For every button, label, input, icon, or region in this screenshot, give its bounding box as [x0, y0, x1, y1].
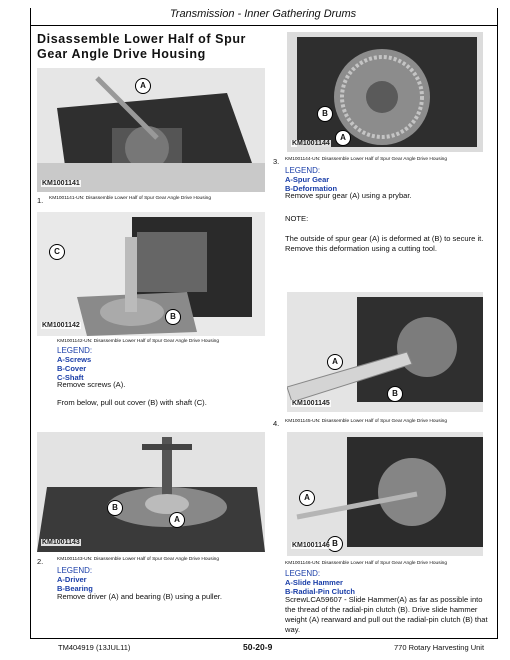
step-number: 3.	[273, 157, 280, 166]
note-label: NOTE:	[285, 214, 309, 223]
step-number: 2.	[37, 557, 44, 566]
figure-label: KM1001141-UN: Disassemble Lower Half of Spur Gear Angle Drive Housing	[49, 196, 212, 201]
step-number: 4.	[273, 419, 280, 428]
figure-id: KM1001146	[292, 542, 330, 549]
callout-b: B	[165, 309, 181, 325]
figure-id: KM1001143	[42, 539, 80, 546]
callout-a: A	[327, 354, 343, 370]
legend-item: C-Shaft	[57, 373, 84, 382]
callout-a: A	[299, 490, 315, 506]
callout-b: B	[107, 500, 123, 516]
legend-4	[285, 569, 355, 596]
figure-id: KM1001145	[292, 400, 330, 407]
legend-item: B-Bearing	[57, 584, 93, 593]
step-text: Remove spur gear (A) using a prybar.	[285, 191, 412, 200]
callout-a: A	[335, 130, 351, 146]
note-text: The outside of spur gear (A) is deformed at (B) to secure it. Remove this deformation using a cutting tool.	[285, 234, 484, 253]
figure-id: KM1001144	[292, 140, 330, 147]
step-text: ScrewLCA59607 - Slide Hammer(A) as far as possible into the thread of the radial-pin clutch (B). Drive slide hammer weight (A) rearward and pull out the radial-pin clutch (B) that way.	[285, 595, 488, 634]
figure-label: KM1001142-UN: Disassemble Lower Half of Spur Gear Angle Drive Housing	[57, 339, 220, 344]
gearbox-illustration	[37, 68, 265, 192]
footer-doc-id: TM404919 (13JUL11)	[58, 643, 131, 652]
callout-a: A	[135, 78, 151, 94]
photo-km1001143	[37, 432, 265, 552]
figure-label: KM1001145-UN: Disassemble Lower Half of Spur Gear Angle Drive Housing	[285, 419, 448, 424]
puller-illustration	[37, 432, 265, 552]
section-header: Transmission - Inner Gathering Drums	[169, 8, 357, 20]
legend-1	[57, 346, 92, 382]
legend-item: B-Deformation	[285, 184, 338, 193]
callout-a: A	[169, 512, 185, 528]
legend-item: A-Slide Hammer	[285, 578, 343, 587]
legend-title: LEGEND:	[57, 566, 93, 575]
legend-title: LEGEND:	[285, 569, 321, 578]
legend-item: B-Cover	[57, 364, 87, 373]
figure-id: KM1001142	[42, 322, 80, 329]
legend-item: B-Radial-Pin Clutch	[285, 587, 356, 596]
step-4	[273, 419, 493, 429]
callout-b: B	[317, 106, 333, 122]
legend-item: A-Spur Gear	[285, 175, 330, 184]
step-text: Remove screws (A).	[57, 380, 126, 389]
photo-km1001141	[37, 68, 265, 192]
callout-c: C	[49, 244, 65, 260]
photo-km1001145	[287, 292, 483, 412]
callout-b: B	[327, 536, 343, 552]
figure-label: KM1001143-UN: Disassemble Lower Half of Spur Gear Angle Drive Housing	[57, 557, 220, 562]
photo-km1001146	[287, 432, 483, 556]
legend-item: A-Driver	[57, 575, 87, 584]
cover-shaft-illustration	[37, 212, 265, 336]
slide-hammer-illustration	[287, 432, 483, 556]
figure-label: KM1001144-UN: Disassemble Lower Half of Spur Gear Angle Drive Housing	[285, 157, 448, 162]
photo-km1001144	[287, 32, 483, 152]
photo-km1001142	[37, 212, 265, 336]
figure-label: KM1001146-UN: Disassemble Lower Half of Spur Gear Angle Drive Housing	[285, 561, 448, 566]
step-text: Remove driver (A) and bearing (B) using a puller.	[57, 592, 223, 601]
step-number: 1.	[37, 196, 44, 205]
legend-title: LEGEND:	[57, 346, 93, 355]
spur-gear-illustration	[287, 32, 483, 152]
page-title: Disassemble Lower Half of Spur Gear Angle Drive Housing	[37, 32, 247, 61]
footer-rule	[30, 638, 498, 639]
figure-id: KM1001141	[42, 180, 80, 187]
header-rule	[30, 25, 498, 26]
callout-b: B	[387, 386, 403, 402]
legend-2	[57, 566, 93, 593]
radial-pin-illustration	[287, 292, 483, 412]
step-text: From below, pull out cover (B) with shaft (C).	[57, 398, 207, 407]
footer-page-number: 50-20-9	[243, 642, 273, 652]
step-1	[37, 196, 267, 206]
legend-title: LEGEND:	[285, 166, 321, 175]
legend-3	[285, 166, 337, 193]
legend-item: A-Screws	[57, 355, 92, 364]
footer-product: 770 Rotary Harvesting Unit	[394, 643, 485, 652]
